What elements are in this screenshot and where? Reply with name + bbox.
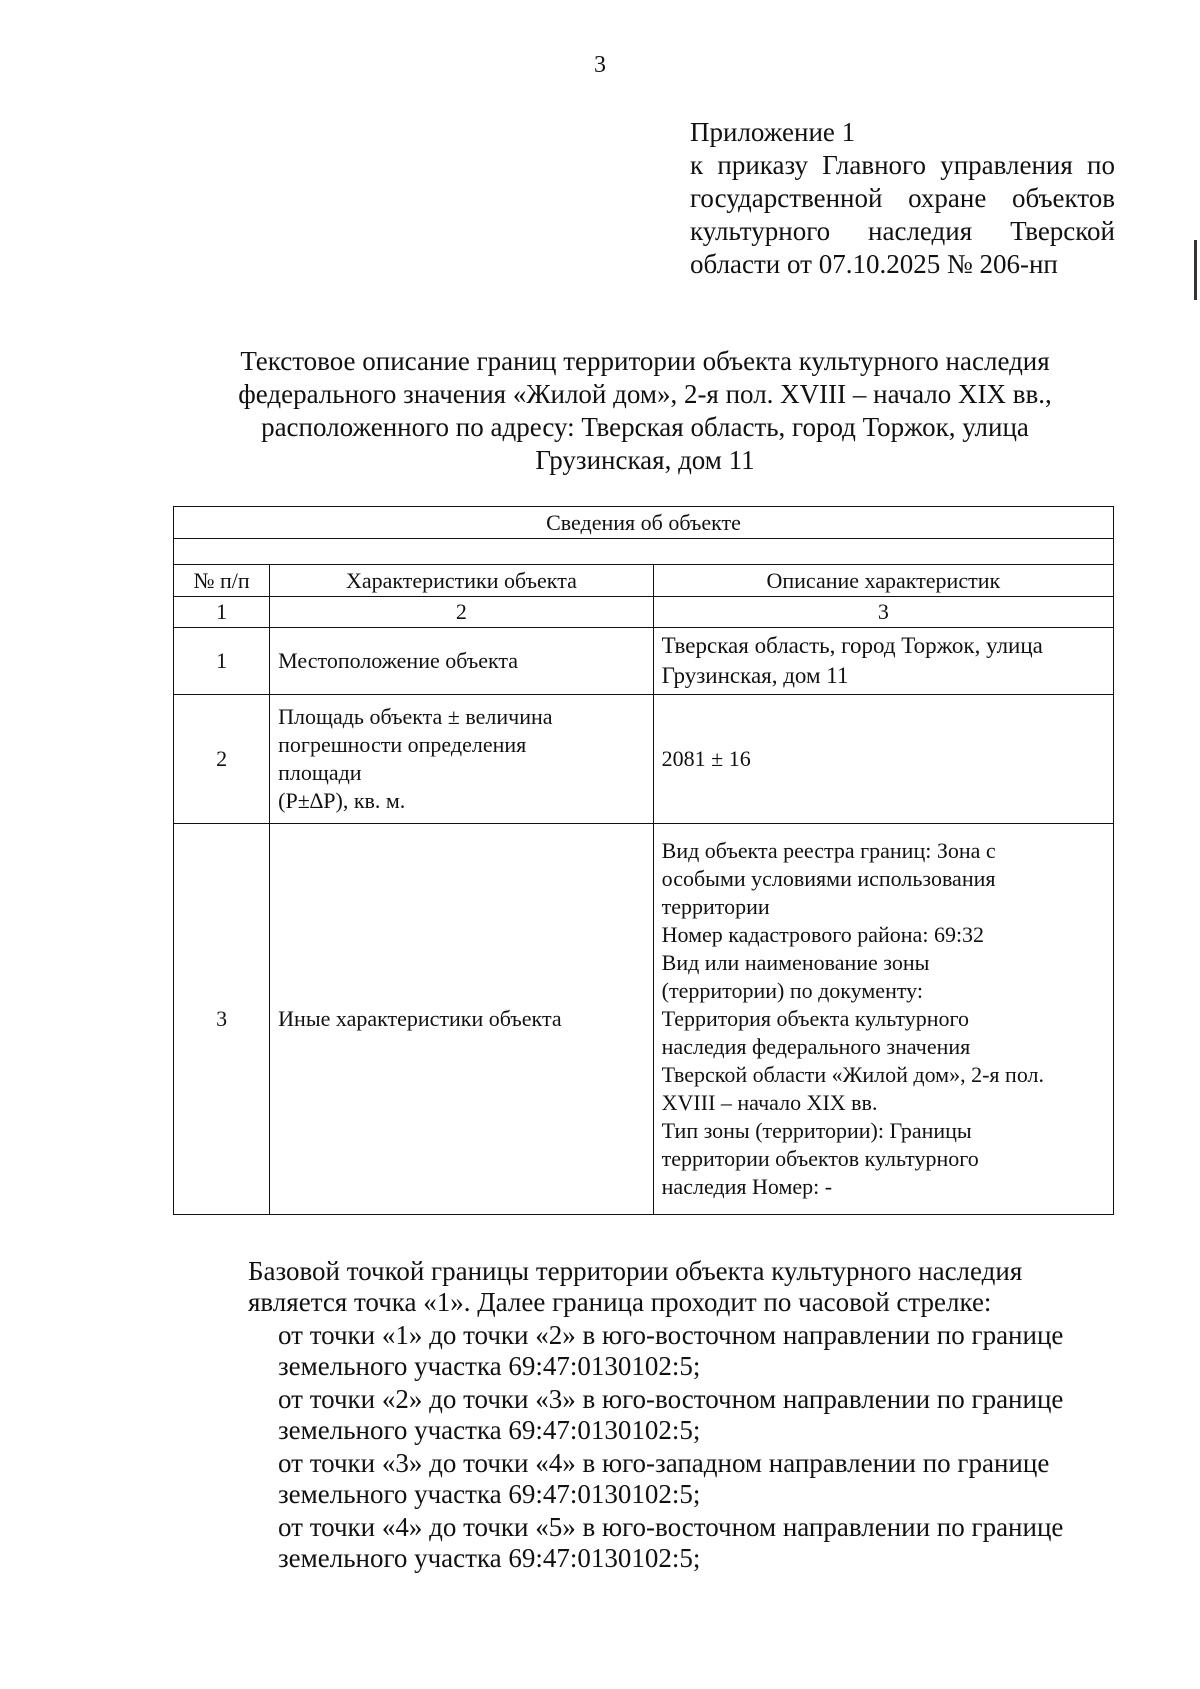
description-line: Вид или наименование зоны [661, 950, 930, 975]
description-line: наследия федерального значения [661, 1034, 971, 1059]
description-line: Вид объекта реестра границ: Зона с [661, 838, 996, 863]
paragraph-line: от точки «1» до точки «2» в юго-восточном направлении по границе [278, 1320, 1064, 1350]
row-characteristic [270, 695, 654, 824]
title-line: Грузинская, дом 11 [535, 445, 755, 475]
table-row [174, 824, 1114, 1215]
paragraph-line: Базовой точкой границы территории объекта культурного наследия [248, 1256, 1023, 1286]
segment-paragraph [176, 1512, 1116, 1574]
appendix-title: Приложение 1 [690, 117, 856, 147]
row-number: 2 [174, 695, 270, 824]
characteristic-line: (Р±∆Р), кв. м. [278, 788, 406, 813]
document-title [170, 345, 1120, 477]
table-empty-row [174, 539, 1114, 565]
description-line: Тип зоны (территории): Границы [661, 1118, 972, 1143]
description-line: наследия Номер: - [661, 1174, 833, 1199]
paragraph-line: от точки «2» до точки «3» в юго-восточном направлении по границе [278, 1384, 1064, 1414]
object-info-table [173, 506, 1114, 1215]
column-number: 3 [653, 597, 1113, 628]
appendix-line: к приказу Главного управления по [690, 150, 1115, 180]
table-row [174, 628, 1114, 695]
paragraph-line: земельного участка 69:47:0130102:5; [278, 1351, 701, 1381]
paragraph-line: земельного участка 69:47:0130102:5; [278, 1415, 701, 1445]
paragraph-line: земельного участка 69:47:0130102:5; [278, 1543, 701, 1573]
description-line: XVIII – начало XIX вв. [661, 1090, 878, 1115]
row-description [653, 695, 1113, 824]
table-header-row [174, 565, 1114, 597]
title-line: Текстовое описание границ территории объекта культурного наследия [240, 346, 1050, 376]
appendix-line: государственной охране объектов [690, 183, 1115, 213]
column-number: 1 [174, 597, 270, 628]
paragraph-line: является точка «1». Далее граница проходит по часовой стрелке: [248, 1287, 992, 1317]
description-line: (территории) по документу: [661, 978, 923, 1003]
column-header: № п/п [174, 565, 270, 597]
row-number: 1 [174, 628, 270, 695]
row-description [653, 824, 1113, 1215]
page-number: 3 [594, 52, 606, 78]
description-line: территории [661, 894, 770, 919]
description-line: территории объектов культурного [661, 1146, 979, 1171]
scan-margin-mark [1194, 240, 1197, 300]
row-characteristic: Местоположение объекта [270, 628, 654, 695]
segment-paragraph [176, 1448, 1116, 1510]
paragraph-line: от точки «3» до точки «4» в юго-западном направлении по границе [278, 1448, 1050, 1478]
description-line: особыми условиями использования [661, 866, 996, 891]
boundary-description [176, 1256, 1116, 1576]
description-line: Территория объекта культурного [661, 1006, 970, 1031]
characteristic-line: Площадь объекта ± величина [278, 704, 553, 729]
column-header: Характеристики объекта [270, 565, 654, 597]
description-line: 2081 ± 16 [661, 746, 751, 771]
table-caption: Сведения об объекте [174, 507, 1114, 539]
column-number: 2 [270, 597, 654, 628]
table-row [174, 695, 1114, 824]
description-line: Тверской области «Жилой дом», 2-я пол. [661, 1062, 1045, 1087]
characteristic-line: площади [278, 760, 362, 785]
segment-paragraph [176, 1384, 1116, 1446]
row-number: 3 [174, 824, 270, 1215]
paragraph-line: земельного участка 69:47:0130102:5; [278, 1479, 701, 1509]
appendix-line: области от 07.10.2025 № 206-нп [690, 249, 1058, 279]
row-characteristic: Иные характеристики объекта [270, 824, 654, 1215]
title-line: федерального значения «Жилой дом», 2-я пол. XVIII – начало XIX вв., [238, 379, 1052, 409]
appendix-line: культурного наследия Тверской [690, 216, 1115, 246]
segment-paragraph [176, 1320, 1116, 1382]
column-header: Описание характеристик [653, 565, 1113, 597]
appendix-header [690, 116, 1115, 281]
characteristic-line: погрешности определения [278, 732, 527, 757]
row-description [653, 628, 1113, 695]
column-number-row [174, 597, 1114, 628]
paragraph [176, 1256, 1116, 1318]
paragraph-line: от точки «4» до точки «5» в юго-восточном направлении по границе [278, 1512, 1064, 1542]
description-line: Номер кадастрового района: 69:32 [661, 922, 985, 947]
description-line: Тверская область, город Торжок, улица [661, 633, 1043, 658]
description-line: Грузинская, дом 11 [661, 663, 849, 688]
title-line: расположенного по адресу: Тверская область, город Торжок, улица [261, 412, 1029, 442]
